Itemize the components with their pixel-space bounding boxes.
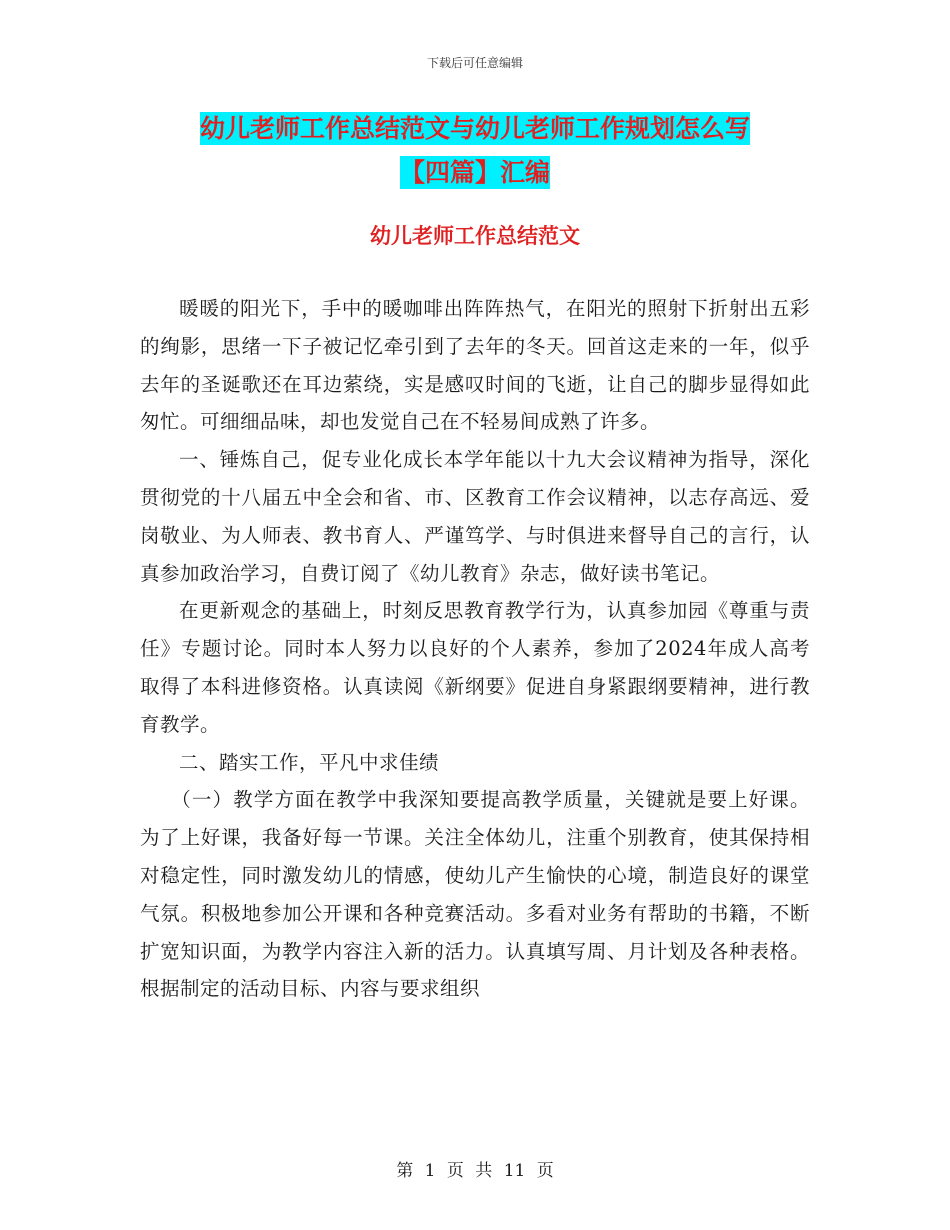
page-header-note: 下载后可任意编辑	[426, 56, 523, 70]
paragraph-intro: 暖暖的阳光下，手中的暖咖啡出阵阵热气，在阳光的照射下折射出五彩的绚影，思绪一下子被记忆牵引到了去年的冬天。回首这走来的一年，似乎去年的圣诞歌还在耳边萦绕，实是感叹时间的飞逝，让自己的脚步显得如此匆忙。可细细品味，却也发觉自己在不轻易间成熟了许多。	[140, 297, 810, 434]
document-title-line-2: 【四篇】汇编	[399, 158, 550, 187]
document-title	[0, 112, 950, 146]
section-heading: 幼儿老师工作总结范文	[370, 224, 580, 248]
paragraph-new-concepts: 在更新观念的基础上，时刻反思教育教学行为，认真参加园《尊重与责任》专题讨论。同时本人努力以良好的个人素养，参加了2024年成人高考取得了本科进修资格。认真读阅《新纲要》促进自身紧跟纲要精神，进行教育教学。	[140, 599, 810, 736]
paragraph-heading-work: 二、踏实工作，平凡中求佳绩	[179, 750, 440, 774]
paragraph-teaching: （一）教学方面在教学中我深知要提高教学质量，关键就是要上好课。为了上好课，我备好每一节课。关注全体幼儿，注重个别教育，使其保持相对稳定性，同时激发幼儿的情感，使幼儿产生愉快的心境，制造良好的课堂气氛。积极地参加公开课和各种竞赛活动。多看对业务有帮助的书籍，不断扩宽知识面，为教学内容注入新的活力。认真填写周、月计划及各种表格。根据制定的活动目标、内容与要求组织	[140, 788, 810, 1001]
page-footer: 第 1 页 共 11 页	[396, 1161, 554, 1181]
document-body	[140, 290, 810, 1008]
paragraph-self-improvement: 一、锤炼自己，促专业化成长本学年能以十九大会议精神为指导，深化贯彻党的十八届五中全会和省、市、区教育工作会议精神，以志存高远、爱岗敬业、为人师表、教书育人、严谨笃学、与时俱进来督导自己的言行，认真参加政治学习，自费订阅了《幼儿教育》杂志，做好读书笔记。	[140, 448, 810, 585]
document-title-line-1: 幼儿老师工作总结范文与幼儿老师工作规划怎么写	[199, 114, 750, 143]
document-title-continued	[0, 156, 950, 190]
